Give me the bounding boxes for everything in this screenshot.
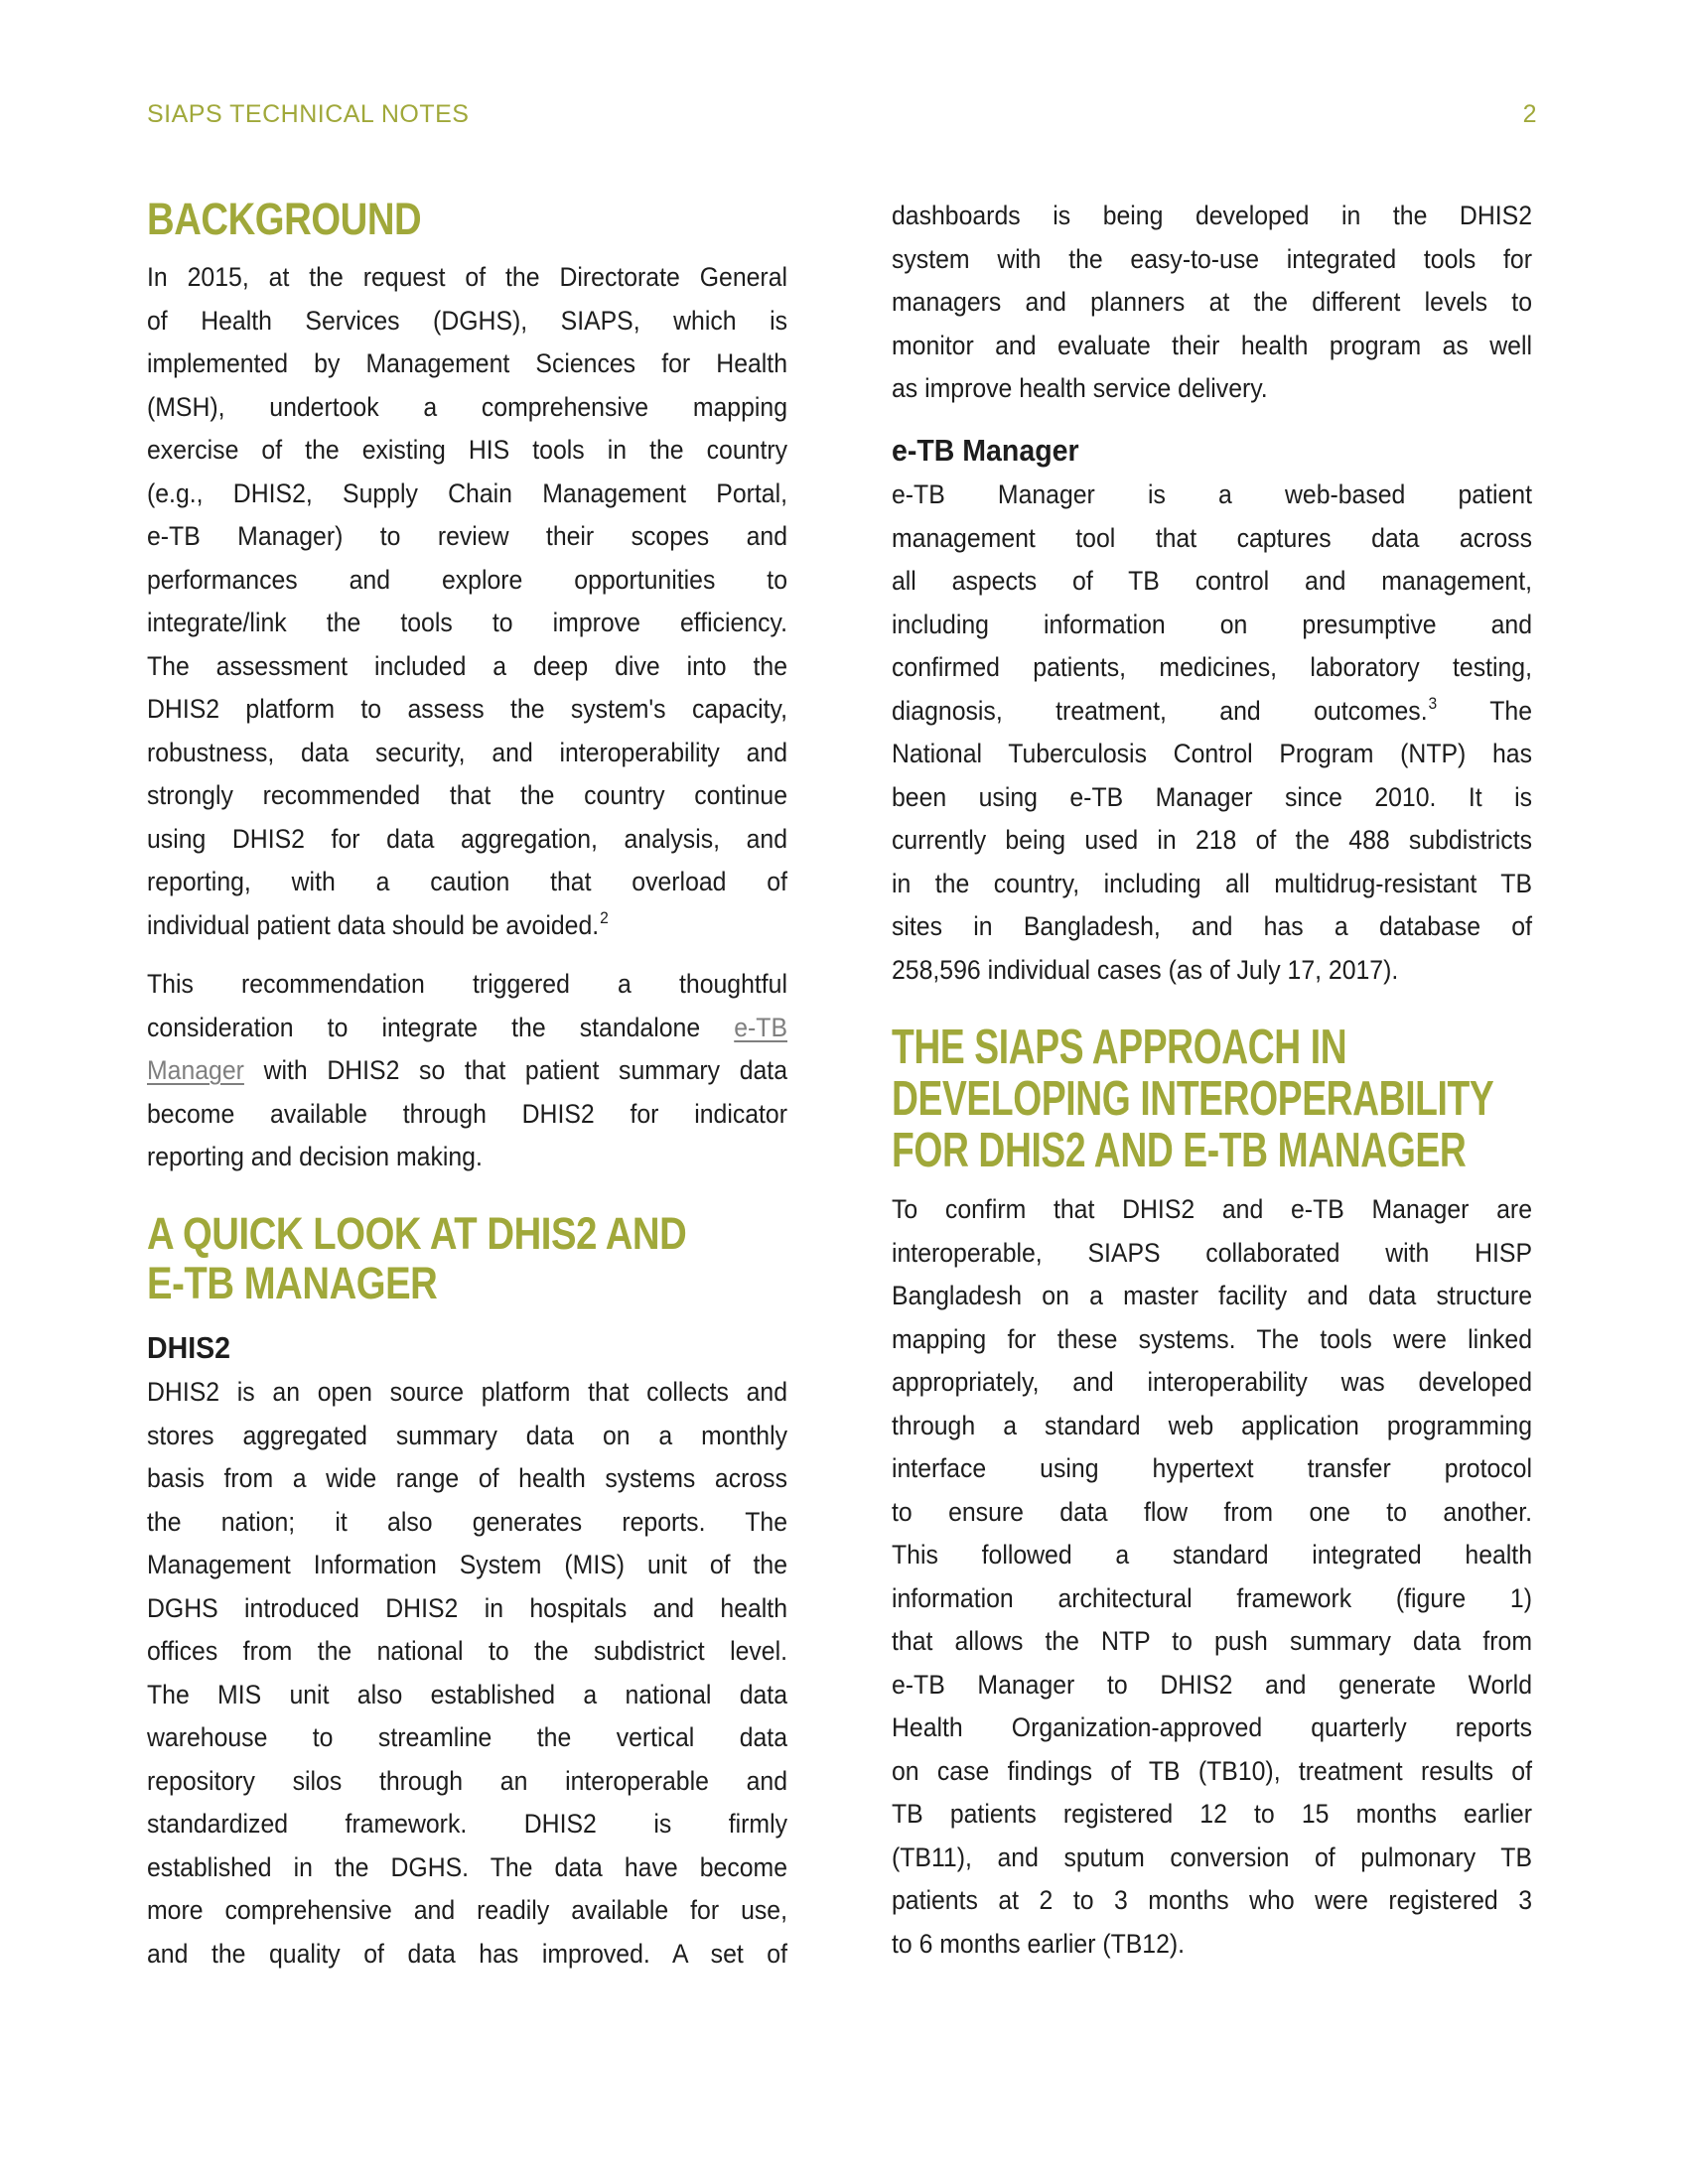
text-line: monitor and evaluate their health program as well: [892, 330, 1532, 360]
text-line: currently being used in 218 of the 488 subdistricts: [892, 825, 1532, 855]
text-line: mapping for these systems. The tools were linked: [892, 1323, 1532, 1354]
heading-line: FOR DHIS2 AND E-TB MANAGER: [892, 1124, 1467, 1177]
text-line: dashboards is being developed in the DHIS2: [892, 201, 1532, 230]
section-heading: [892, 1021, 1494, 1177]
column-right: [892, 195, 1532, 1976]
text-line: In 2015, at the request of the Directorate General: [147, 262, 787, 292]
text-line: appropriately, and interoperability was developed: [892, 1367, 1532, 1397]
text-line: reporting and decision making.: [147, 1142, 483, 1171]
text-line: robustness, data security, and interoperability and: [147, 737, 787, 767]
text-line: on case findings of TB (TB10), treatment results of: [892, 1755, 1532, 1786]
subsection-heading: e-TB Manager: [892, 432, 1079, 468]
heading-line: A QUICK LOOK AT DHIS2 AND: [147, 1207, 687, 1259]
text-line: Manager with DHIS2 so that patient summary data: [147, 1055, 787, 1085]
text-line: The MIS unit also established a national data: [147, 1679, 787, 1709]
text-line: implemented by Management Sciences for Health: [147, 348, 787, 378]
text-line: diagnosis, treatment, and outcomes.$^3$ The: [892, 693, 1532, 726]
text-line: sites in Bangladesh, and has a database of: [892, 911, 1532, 941]
text-line: offices from the national to the subdistrict level.: [147, 1636, 787, 1666]
section-heading: [147, 1209, 691, 1308]
paragraph: [892, 1188, 1532, 1966]
text-line: TB patients registered 12 to 15 months earlier: [892, 1799, 1532, 1829]
text-line: 258,596 individual cases (as of July 17, 2017).: [892, 954, 1399, 985]
text-line: individual patient data should be avoided.$^2$: [147, 907, 609, 940]
text-line: repository silos through an interoperable and: [147, 1765, 787, 1796]
text-line: performances and explore opportunities to: [147, 564, 787, 595]
text-line: patients at 2 to 3 months who were registered 3: [892, 1885, 1532, 1915]
text-line: e-TB Manager to DHIS2 and generate World: [892, 1669, 1532, 1700]
text-line: The assessment included a deep dive into the: [147, 650, 787, 681]
text-line: confirmed patients, medicines, laboratory testing,: [892, 652, 1532, 682]
column-left: [147, 195, 787, 1976]
text-line: (MSH), undertook a comprehensive mapping: [147, 391, 787, 422]
heading-line: THE SIAPS APPROACH IN: [892, 1021, 1347, 1074]
text-line: consideration to integrate the standalone e-TB: [147, 1012, 787, 1042]
text-line: integrate/link the tools to improve efficiency.: [147, 608, 787, 637]
text-line: to 6 months earlier (TB12).: [892, 1928, 1186, 1959]
text-line: using DHIS2 for data aggregation, analysis, and: [147, 823, 787, 854]
text-line: in the country, including all multidrug-resistant TB: [892, 868, 1532, 898]
text-line: (TB11), and sputum conversion of pulmonary TB: [892, 1842, 1532, 1872]
page-header: [147, 99, 1537, 129]
text-line: DHIS2 platform to assess the system's capacity,: [147, 694, 787, 724]
text-line: of Health Services (DGHS), SIAPS, which is: [147, 305, 787, 336]
text-line: National Tuberculosis Control Program (NTP) has: [892, 739, 1532, 768]
text-line: information architectural framework (figure 1): [892, 1582, 1532, 1613]
text-line: to ensure data flow from one to another.: [892, 1496, 1532, 1527]
text-line: basis from a wide range of health systems across: [147, 1463, 787, 1493]
paragraph: [147, 963, 787, 1179]
etb-manager-link[interactable]: e-TB: [734, 1012, 787, 1042]
text-line: standardized framework. DHIS2 is firmly: [147, 1809, 787, 1839]
paragraph: [892, 195, 1532, 411]
text-line: become available through DHIS2 for indicator: [147, 1098, 787, 1129]
text-line: Bangladesh on a master facility and data structure: [892, 1281, 1532, 1310]
paragraph: [147, 1371, 787, 1976]
text-line: Health Organization-approved quarterly reports: [892, 1712, 1532, 1742]
text-line: This followed a standard integrated health: [892, 1540, 1532, 1570]
text-line: established in the DGHS. The data have become: [147, 1851, 787, 1882]
text-line: DGHS introduced DHIS2 in hospitals and health: [147, 1592, 787, 1623]
text-line: (e.g., DHIS2, Supply Chain Management Portal,: [147, 478, 787, 508]
etb-manager-link[interactable]: Manager: [147, 1055, 244, 1085]
text-line: all aspects of TB control and management,: [892, 566, 1532, 596]
footnote-reference: 2: [600, 907, 609, 927]
text-line: e-TB Manager is a web-based patient: [892, 479, 1532, 509]
text-line: stores aggregated summary data on a monthly: [147, 1420, 787, 1450]
paragraph: [147, 256, 787, 947]
section-heading: [147, 195, 691, 244]
text-line: interoperable, SIAPS collaborated with HISP: [892, 1237, 1532, 1268]
text-line: more comprehensive and readily available for use,: [147, 1895, 787, 1925]
text-line: interface using hypertext transfer protocol: [892, 1453, 1532, 1483]
header-title: SIAPS TECHNICAL NOTES: [147, 100, 470, 128]
text-line: system with the easy-to-use integrated tools for: [892, 243, 1532, 274]
text-line: Management Information System (MIS) unit of the: [147, 1550, 787, 1579]
text-line: managers and planners at the different levels to: [892, 287, 1532, 317]
page-number: 2: [1522, 100, 1537, 128]
text-line: exercise of the existing HIS tools in the country: [147, 435, 787, 465]
text-line: This recommendation triggered a thoughtful: [147, 969, 787, 999]
text-line: including information on presumptive and: [892, 609, 1532, 639]
subsection-heading: DHIS2: [147, 1329, 231, 1365]
heading-line: BACKGROUND: [147, 194, 422, 244]
text-line: strongly recommended that the country continue: [147, 780, 787, 810]
text-line: reporting, with a caution that overload of: [147, 867, 787, 896]
text-line: and the quality of data has improved. A set of: [147, 1938, 787, 1969]
heading-line: E-TB MANAGER: [147, 1257, 438, 1308]
heading-line: DEVELOPING INTEROPERABILITY: [892, 1072, 1494, 1126]
text-line: the nation; it also generates reports. The: [147, 1506, 787, 1537]
text-line: that allows the NTP to push summary data from: [892, 1626, 1532, 1656]
content-columns: [147, 195, 1537, 1976]
text-line: as improve health service delivery.: [892, 373, 1268, 403]
text-line: management tool that captures data across: [892, 522, 1532, 553]
text-line: warehouse to streamline the vertical data: [147, 1722, 787, 1752]
text-line: To confirm that DHIS2 and e-TB Manager are: [892, 1194, 1532, 1224]
text-line: e-TB Manager) to review their scopes and: [147, 521, 787, 551]
text-line: DHIS2 is an open source platform that collects and: [147, 1377, 787, 1407]
text-line: been using e-TB Manager since 2010. It is: [892, 781, 1532, 812]
footnote-reference: 3: [1428, 693, 1438, 713]
text-line: through a standard web application programming: [892, 1410, 1532, 1440]
paragraph: [892, 474, 1532, 992]
